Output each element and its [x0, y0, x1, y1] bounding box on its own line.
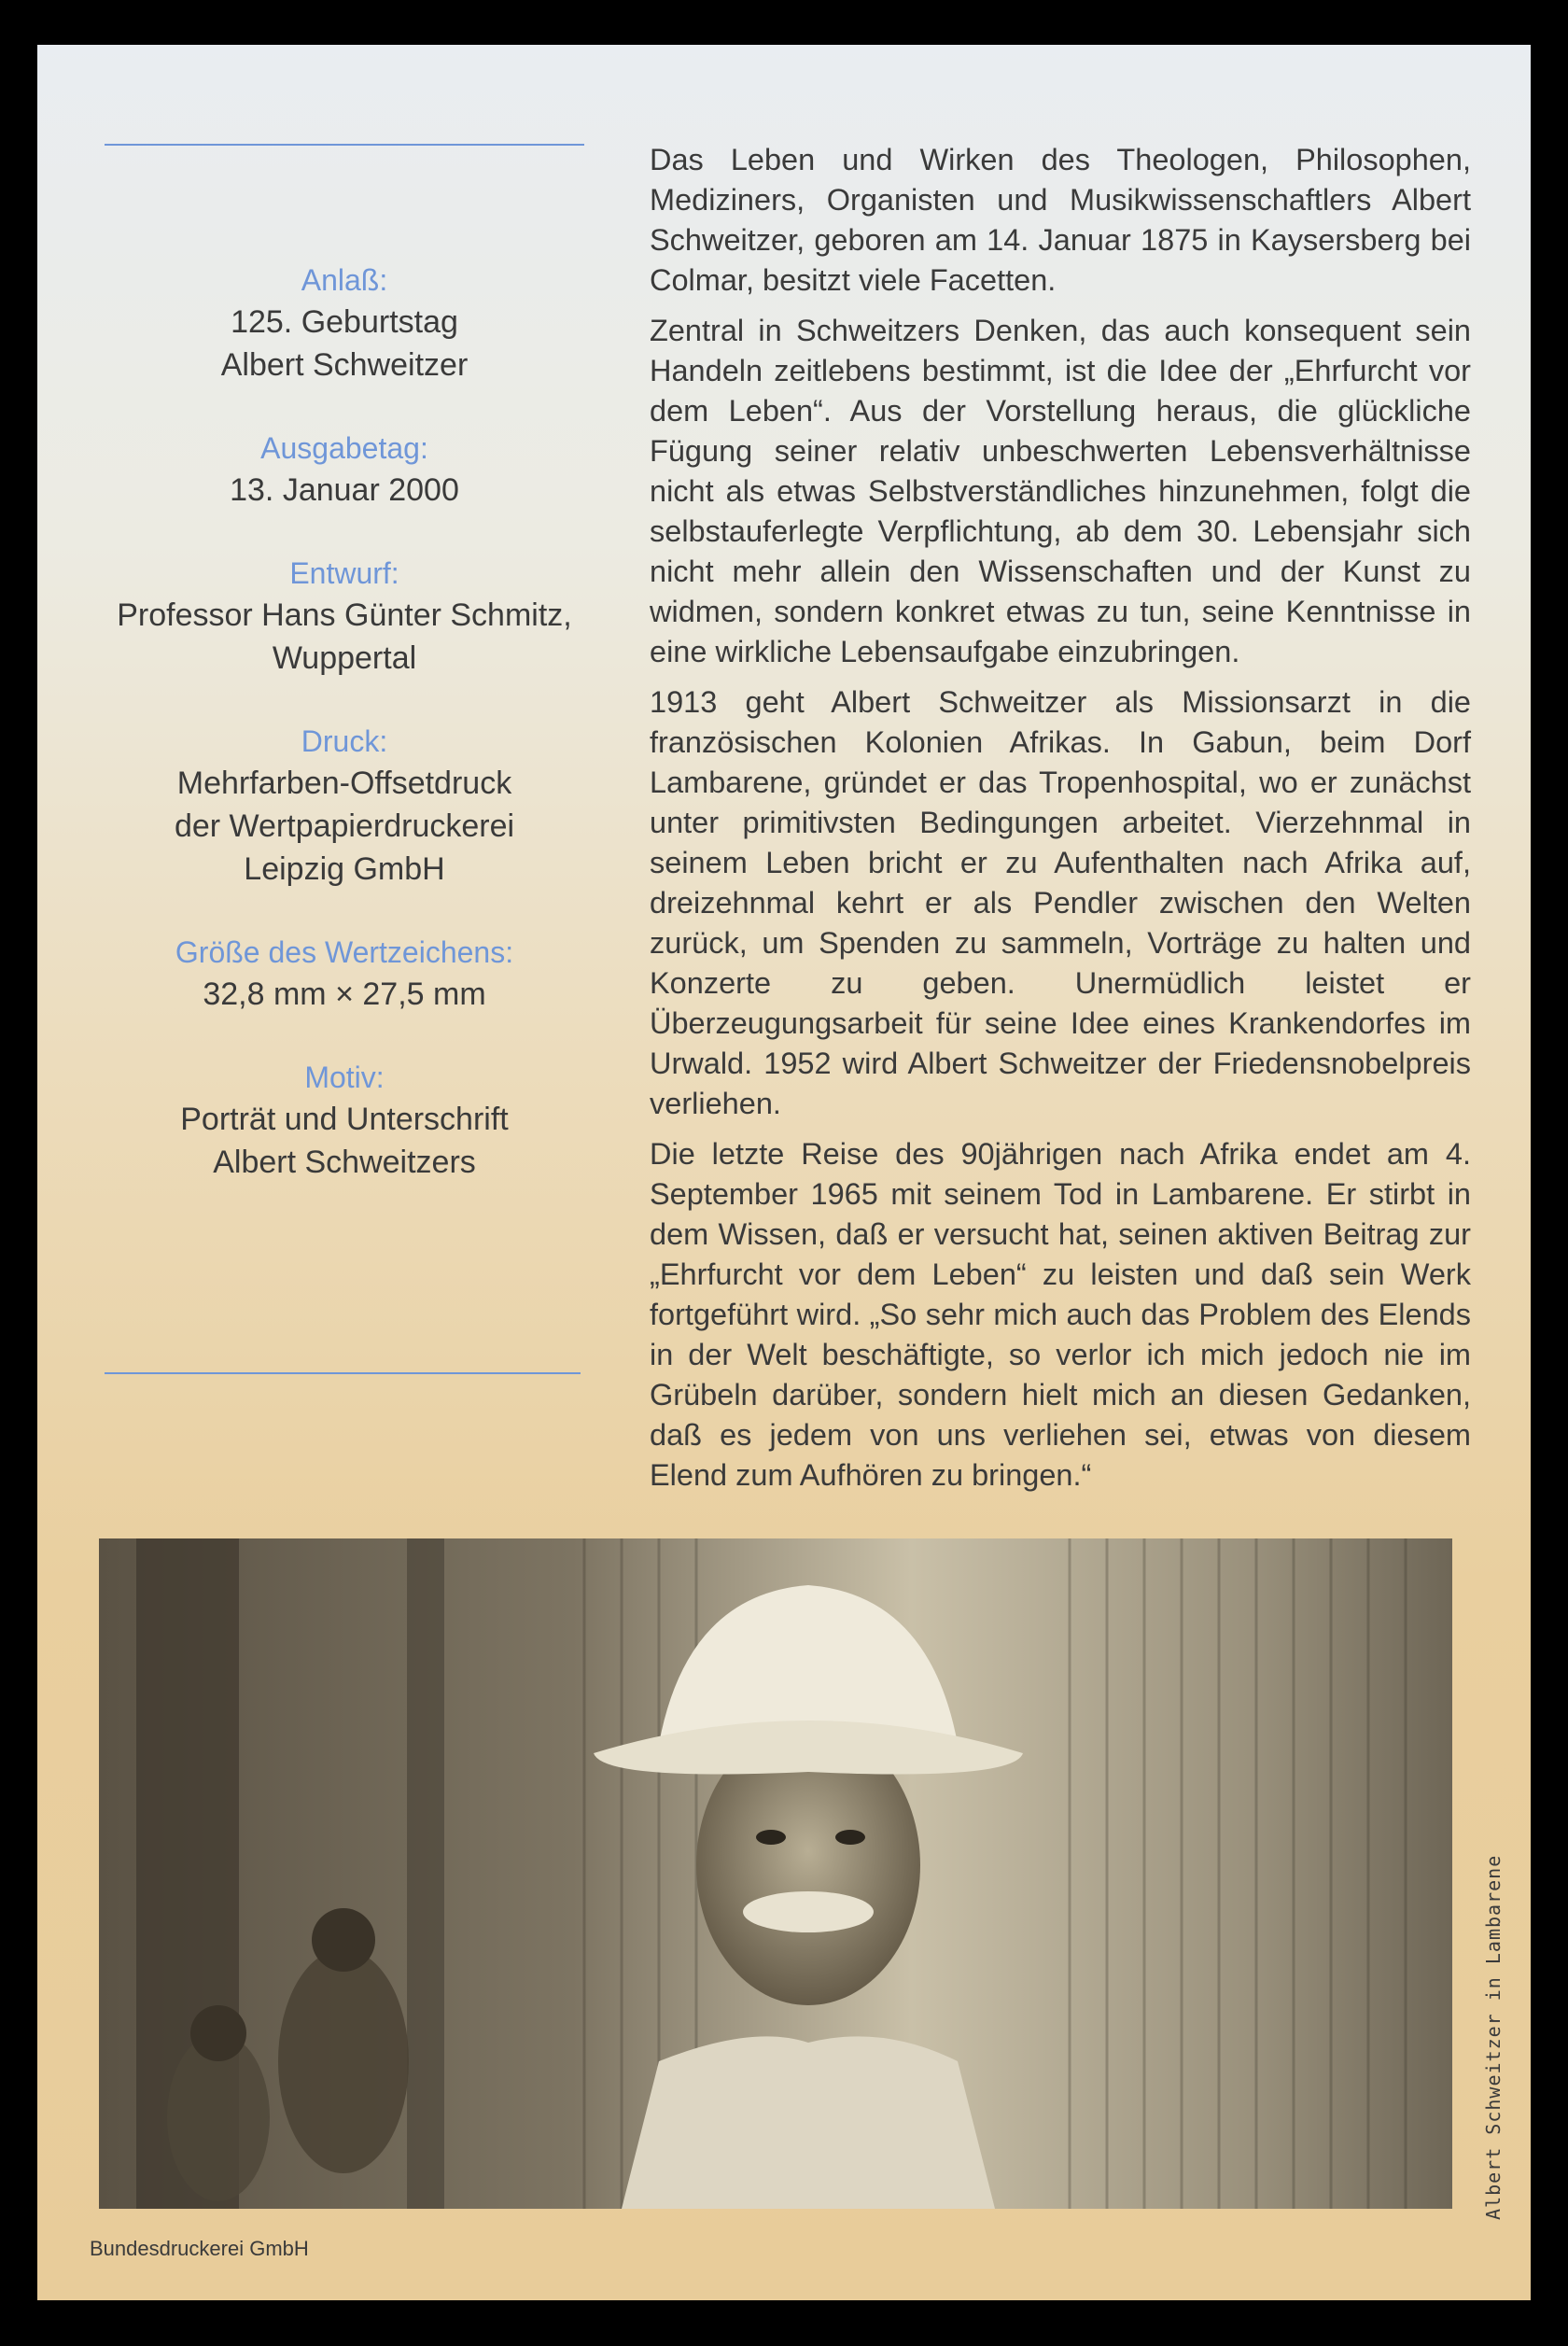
- field-value-line: 13. Januar 2000: [230, 472, 459, 508]
- field-label: Ausgabetag:: [260, 431, 428, 465]
- article-paragraph: Zentral in Schweitzers Denken, das auch konsequent sein Handeln zeitlebens bestimmt, ist die Idee der „Ehrfurcht vor dem Leben“. Aus der Vorstellung heraus, die glückliche Fügung seiner relativ unbeschwerten Lebensverhältnisse nicht als etwas Selbstverständliches hinzunehmen, folgt die selbstauferlegte Verpflichtung, ab dem 30. Lebensjahr sich nicht mehr allein den Wissenschaften und der Kunst zu widmen, sondern konkret etwas zu tun, seine Kenntnisse in eine wirkliche Lebensaufgabe einzubringen.: [650, 314, 1471, 668]
- portrait-photo-graphic: [99, 1538, 1452, 2209]
- field-value: [105, 594, 584, 680]
- field-value-line: der Wertpapierdruckerei: [174, 808, 515, 844]
- field-value-line: 125. Geburtstag: [231, 304, 458, 340]
- field-value-line: Mehrfarben-Offsetdruck: [176, 766, 512, 801]
- field-value-line: 32,8 mm × 27,5 mm: [203, 976, 486, 1012]
- field-value: [105, 301, 584, 386]
- info-sheet: [37, 45, 1531, 2300]
- field-issue-date: [105, 428, 584, 512]
- field-label: Entwurf:: [289, 556, 399, 590]
- biography-article: [650, 140, 1471, 1506]
- field-value-line: Albert Schweitzers: [213, 1145, 476, 1180]
- article-paragraph: 1913 geht Albert Schweitzer als Missionsarzt in die französischen Kolonien Afrikas. In Gabun, beim Dorf Lambarene, gründet er das Tropenhospital, wo er zunächst unter primitivsten Bedingungen arbeitet. Vierzehnmal in seinem Leben bricht er zu Aufenthalten nach Afrika auf, dreizehnmal kehrt er als Pendler zwischen den Welten zurück, um Spenden zu sammeln, Vorträge zu halten und Konzerte zu geben. Unermüdlich leistet er Überzeugungsarbeit für seine Idee eines Krankendorfes im Urwald. 1952 wird Albert Schweitzer der Friedensnobelpreis verliehen.: [650, 685, 1471, 1120]
- field-value-line: Leipzig GmbH: [244, 851, 445, 887]
- field-stamp-size: [105, 932, 584, 1016]
- stamp-details-sidebar: [105, 260, 584, 1225]
- field-value-line: Wuppertal: [272, 640, 417, 676]
- top-divider: [105, 144, 584, 146]
- field-value: [105, 1098, 584, 1184]
- article-paragraph: Die letzte Reise des 90jährigen nach Afrika endet am 4. September 1965 mit seinem Tod in Lambarene. Er stirbt in dem Wissen, daß er versucht hat, seinen aktiven Beitrag zur „Ehrfurcht vor dem Leben“ zu leisten und daß sein Werk fortgeführt wird. „So sehr mich auch das Problem des Elends in der Welt beschäftigte, so verlor ich mich jedoch nie im Grübeln darüber, sondern hielt mich an diesen Gedanken, daß es jedem von uns verliehen sei, etwas von diesem Elend zum Aufhören zu bringen.“: [650, 1137, 1471, 1492]
- photo-caption: Albert Schweitzer in Lambarene: [1482, 1854, 1505, 2220]
- field-value-line: Professor Hans Günter Schmitz,: [117, 597, 572, 633]
- field-motif: [105, 1057, 584, 1184]
- article-paragraph: Das Leben und Wirken des Theologen, Philosophen, Mediziners, Organisten und Musikwissenschaftlers Albert Schweitzer, geboren am 14. Januar 1875 in Kaysersberg bei Colmar, besitzt viele Facetten.: [650, 143, 1471, 297]
- field-print: [105, 721, 584, 891]
- field-label: Anlaß:: [301, 263, 388, 297]
- printer-credit: Bundesdruckerei GmbH: [90, 2237, 309, 2260]
- field-value: [105, 762, 584, 891]
- field-value-line: Porträt und Unterschrift: [180, 1102, 509, 1137]
- field-label: Druck:: [301, 724, 388, 758]
- field-design: [105, 553, 584, 680]
- field-occasion: [105, 260, 584, 386]
- field-value: [105, 973, 584, 1016]
- field-value: [105, 469, 584, 512]
- bottom-divider: [105, 1372, 581, 1374]
- portrait-photo: [99, 1538, 1452, 2209]
- field-label: Größe des Wertzeichens:: [175, 935, 514, 969]
- field-label: Motiv:: [304, 1061, 385, 1094]
- field-value-line: Albert Schweitzer: [220, 347, 469, 383]
